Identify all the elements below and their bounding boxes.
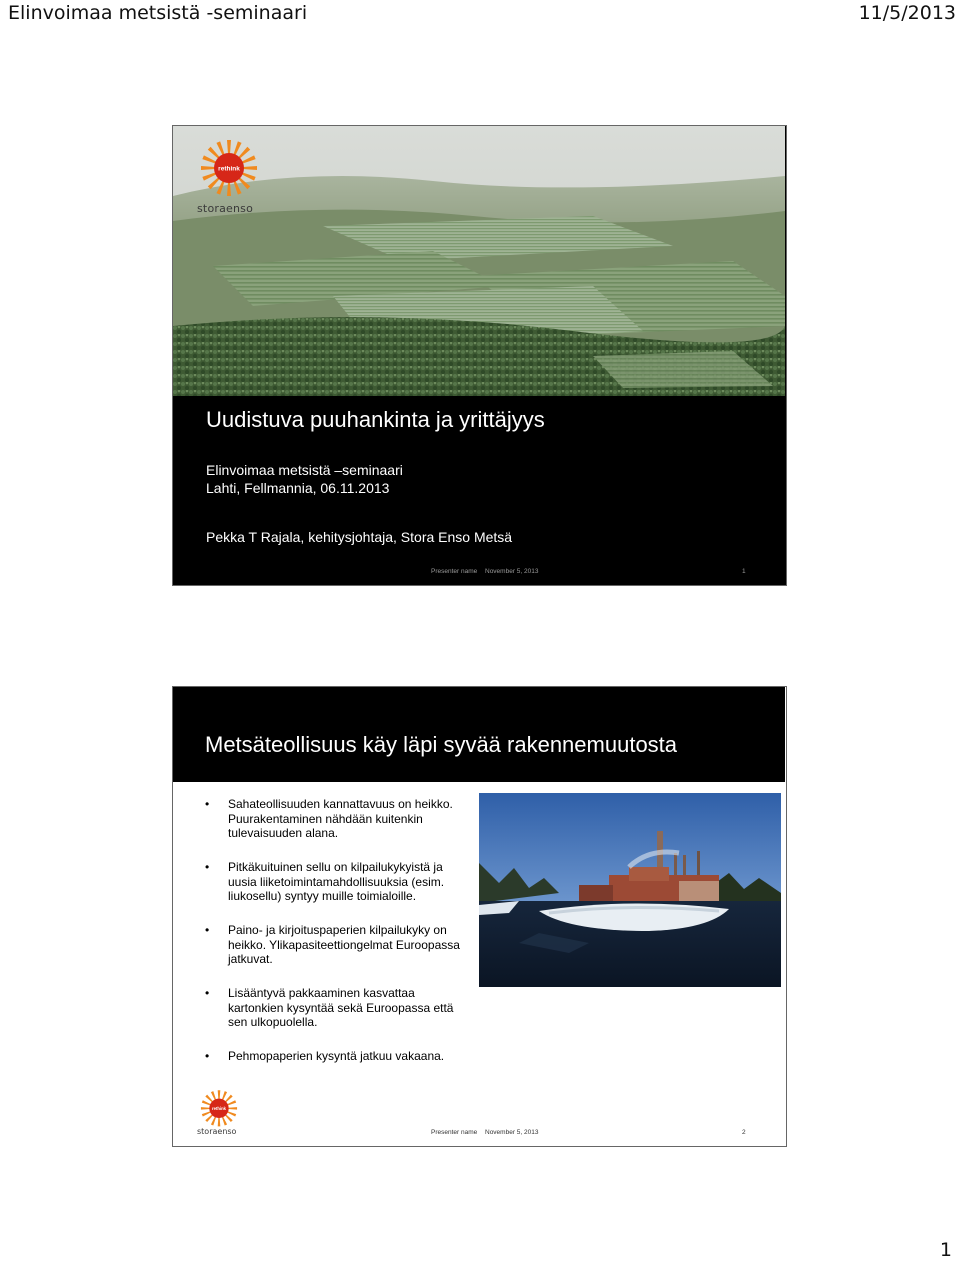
page-number: 1 [939, 1239, 952, 1261]
slide1-title: Uudistuva puuhankinta ja yrittäjyys [206, 407, 545, 432]
slide1-presenter: Pekka T Rajala, kehitysjohtaja, Stora Enso Metsä [206, 529, 513, 545]
logo-wordmark: storaenso [197, 202, 254, 215]
slide2-footer-number: 2 [742, 1129, 746, 1136]
slide1-footer-date: November 5, 2013 [485, 568, 539, 575]
forest-landscape-photo [173, 126, 785, 396]
storaenso-logo [197, 138, 261, 215]
slide2-title: Metsäteollisuus käy läpi syvää rakennemuutosta [205, 732, 678, 757]
document-header-title: Elinvoimaa metsistä -seminaari [8, 2, 308, 24]
bullet-item: • Pitkäkuituinen sellu on kilpailukykyistä ja uusia liiketoimintamahdollisuuksia (esim. liukosellu) syntyy muille toimialoille. [203, 860, 463, 904]
bullet-item: • Paino- ja kirjoituspaperien kilpailukyky on heikko. Ylikapasiteettiongelmat Euroopassa jatkuvat. [203, 923, 463, 967]
slide-1 [172, 125, 787, 586]
bullet-item: • Lisääntyvä pakkaaminen kasvattaa kartonkien kysyntää sekä Euroopassa että sen ulkopuolella. [203, 986, 463, 1030]
slide2-footer-date: November 5, 2013 [485, 1129, 539, 1136]
slide1-footer-number: 1 [742, 568, 746, 575]
rethink-sun-icon [197, 138, 261, 200]
slide2-footer-presenter: Presenter name [431, 1129, 478, 1136]
bullet-item: • Pehmopaperien kysyntä jatkuu vakaana. [203, 1049, 463, 1064]
bullet-item: • Sahateollisuuden kannattavuus on heikko. Puurakentaminen nähdään kuitenkin tulevaisuuden alana. [203, 797, 463, 841]
slide1-event-name: Elinvoimaa metsistä –seminaari [206, 462, 403, 478]
logo-badge-text: rethink [218, 165, 240, 173]
storaenso-logo-small [197, 1089, 241, 1136]
slide1-footer-presenter: Presenter name [431, 568, 478, 575]
slide1-event-place: Lahti, Fellmannia, 06.11.2013 [206, 480, 390, 496]
rethink-sun-icon [197, 1089, 241, 1129]
slide2-bullet-list [203, 797, 463, 1083]
logo-wordmark: storaenso [197, 1127, 237, 1136]
document-header-date: 11/5/2013 [858, 2, 956, 24]
logo-badge-text: rethink [212, 1105, 226, 1111]
pulp-mill-photo [479, 793, 781, 987]
slide-2 [172, 686, 787, 1147]
